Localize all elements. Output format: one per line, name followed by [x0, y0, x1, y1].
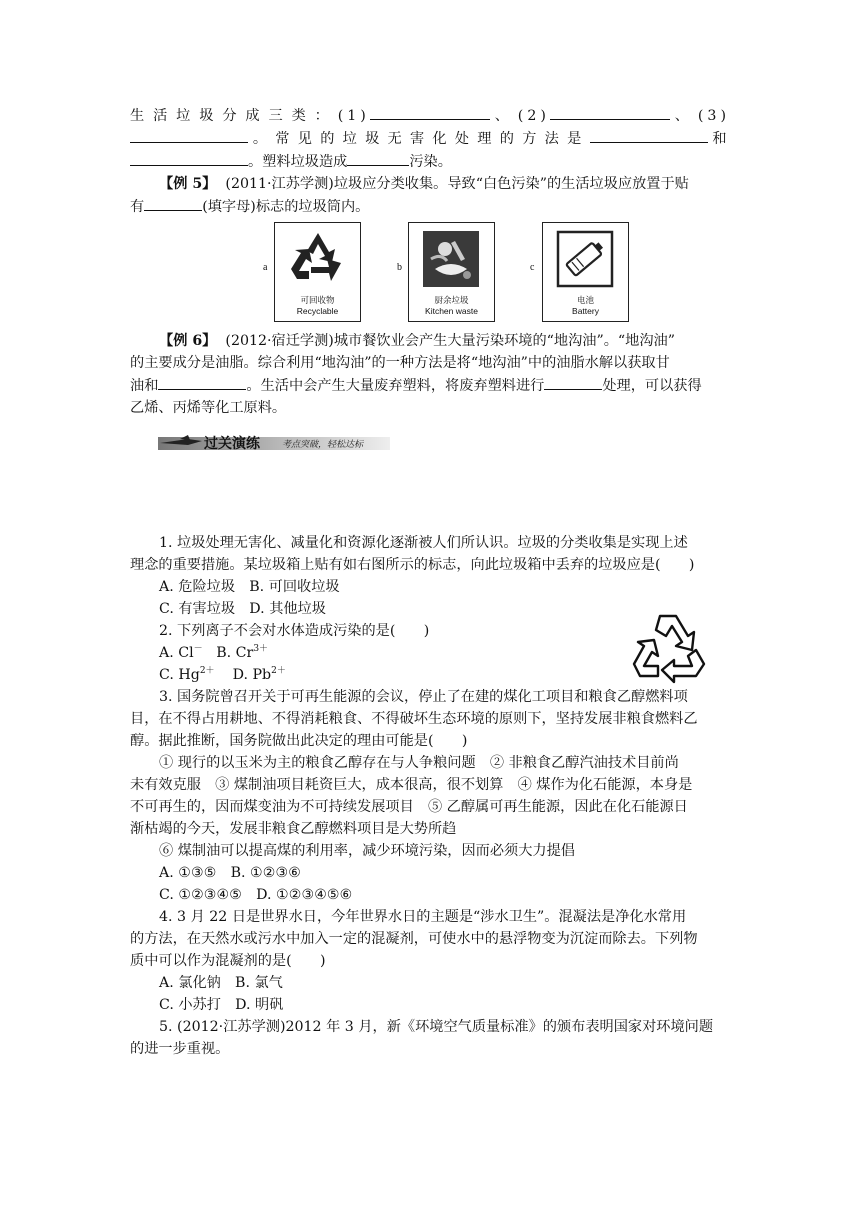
bin-label-cn: 可回收物 [300, 295, 335, 305]
q2-option-a: A. Cl [159, 645, 194, 661]
blank-4 [590, 127, 708, 143]
intro-sep: 、(2) [489, 108, 550, 124]
waste-bin-figure [130, 222, 730, 322]
example5-line-1 [130, 173, 730, 195]
bin-recyclable [274, 222, 361, 322]
example-text: (2011·江苏学测)垃圾应分类收集。导致“白色污染”的生活垃圾应放置于贴 [225, 176, 689, 192]
blank-6 [347, 150, 409, 166]
example-label: 【例 6】 [159, 333, 217, 349]
bin-letter: a [263, 262, 268, 273]
bin-kitchen-waste [408, 222, 495, 322]
blank-9 [544, 374, 602, 390]
blank-5 [130, 150, 248, 166]
q3-line-6: 不可再生的，因而煤变油为不可持续发展项目 ⑤ 乙醇属可再生能源，因此在化石能源日 [130, 799, 688, 815]
kitchen-waste-icon [421, 229, 483, 289]
q2-stem: 2. 下列离子不会对水体造成污染的是( ) [159, 623, 430, 639]
intro-text: 和 [707, 131, 730, 147]
q3-line-4: ① 现行的以玉米为主的粮食乙醇存在与人争粮问题 ② 非粮食乙醇汽油技术目前尚 [159, 755, 679, 771]
q3-line-5: 未有效克服 ③ 煤制油项目耗资巨大，成本很高，很不划算 ④ 煤作为化石能源，本身是 [130, 777, 693, 793]
q1-line-1: 1. 垃圾处理无害化、减量化和资源化逐渐被人们所认识。垃圾的分类收集是实现上述 [159, 535, 688, 551]
example-text: 处理，可以获得 [602, 378, 702, 394]
q2-option-b: B. Cr [216, 645, 254, 661]
bin-letter: c [530, 262, 535, 273]
intro-text: 生活垃圾分成三类：(1) [130, 108, 370, 124]
content [130, 104, 730, 218]
bin-label-en: Kitchen waste [425, 306, 478, 316]
banner-subtitle: 考点突破，轻松达标 [282, 440, 364, 450]
example-text: (2012·宿迁学测)城市餐饮业会产生大量污染环境的“地沟油”。“地沟油” [225, 333, 675, 349]
q5-line-1: 5. (2012·江苏学测)2012 年 3 月，新《环境空气质量标准》的颁布表明国家对环境问题 [159, 1019, 714, 1035]
example-text: (填字母)标志的垃圾筒内。 [202, 199, 370, 215]
q1-line-2: 理念的重要措施。某垃圾箱上贴有如右图所示的标志，向此垃圾箱中丢弃的垃圾应是( ) [130, 557, 695, 573]
bin-label-cn: 厨余垃圾 [434, 295, 469, 305]
q4-line-1: 4. 3 月 22 日是世界水日，今年世界水日的主题是“涉水卫生”。混凝法是净化水常用 [159, 909, 687, 925]
q4-options-ab: A. 氯化钠 B. 氯气 [159, 975, 283, 991]
example-text: 有 [130, 199, 145, 215]
q4-options-cd: C. 小苏打 D. 明矾 [159, 997, 284, 1013]
q2-option-c: C. Hg [159, 667, 200, 683]
recycle-icon [630, 608, 714, 686]
q1-options-cd: C. 有害垃圾 D. 其他垃圾 [159, 601, 326, 617]
battery-icon [555, 229, 617, 289]
q3-options-cd: C. ①②③④⑤ D. ①②③④⑤⑥ [159, 887, 353, 903]
q5-line-2: 的进一步重视。 [130, 1041, 230, 1057]
example6-line-4: 乙烯、丙烯等化工原料。 [130, 400, 287, 416]
example-text: 油和 [130, 378, 159, 394]
q2-option-d: D. Pb [232, 667, 272, 683]
q4-line-2: 的方法，在天然水或污水中加入一定的混凝剂，可使水中的悬浮物变为沉淀而除去。下列物 [130, 931, 698, 947]
intro-text: 。塑料垃圾造成 [248, 154, 348, 170]
intro-line-2 [130, 127, 730, 150]
charge: 3＋ [253, 644, 269, 654]
q3-line-7: 渐枯竭的今天，发展非粮食乙醇燃料项目是大势所趋 [130, 821, 457, 837]
blank-2 [550, 104, 670, 120]
blank-1 [370, 104, 490, 120]
banner-title: 过关演练 [204, 436, 260, 452]
intro-line-3 [130, 150, 730, 173]
blank-7 [144, 195, 202, 211]
q1-options-ab: A. 危险垃圾 B. 可回收垃圾 [159, 579, 340, 595]
bin-label-en: Battery [572, 306, 599, 316]
charge: － [193, 644, 203, 654]
blank-8 [158, 374, 246, 390]
q3-line-3: 醇。据此推断，国务院做出此决定的理由可能是( ) [130, 733, 468, 749]
example6-line-2: 的主要成分是油脂。综合利用“地沟油”的一种方法是将“地沟油”中的油脂水解以获取甘 [130, 355, 670, 371]
example-label: 【例 5】 [159, 176, 217, 192]
q3-line-1: 3. 国务院曾召开关于可再生能源的会议，停止了在建的煤化工项目和粮食乙醇燃料项 [159, 689, 688, 705]
intro-sep: 、(3) [669, 108, 730, 124]
example5-line-2 [130, 195, 730, 218]
example-text: 。生活中会产生大量废弃塑料，将废弃塑料进行 [246, 378, 545, 394]
example6-line-1 [130, 330, 730, 352]
q3-line-8: ⑥ 煤制油可以提高煤的利用率，减少环境污染，因而必须大力提倡 [159, 843, 575, 859]
example6 [130, 330, 730, 419]
section-banner [158, 433, 390, 451]
q3-options-ab: A. ①③⑤ B. ①②③⑥ [159, 865, 301, 881]
bin-label-en: Recyclable [296, 306, 339, 316]
intro-text: 污染。 [409, 154, 452, 170]
example6-line-3 [130, 374, 730, 397]
bin-label-cn: 电池 [576, 295, 594, 305]
blank-3 [130, 127, 248, 143]
q3-line-2: 目，在不得占用耕地、不得消耗粮食、不得破坏生态环境的原则下，坚持发展非粮食燃料乙 [130, 711, 698, 727]
intro-text: 。常见的垃圾无害化处理的方法是 [248, 131, 590, 147]
intro-line-1 [130, 104, 730, 127]
bin-battery [542, 222, 629, 322]
charge: 2＋ [199, 666, 215, 676]
q4-line-3: 质中可以作为混凝剂的是( ) [130, 953, 326, 969]
recycle-symbol [630, 608, 714, 690]
charge: 2＋ [271, 666, 286, 676]
recycle-icon [287, 229, 349, 287]
bin-letter: b [397, 262, 402, 273]
